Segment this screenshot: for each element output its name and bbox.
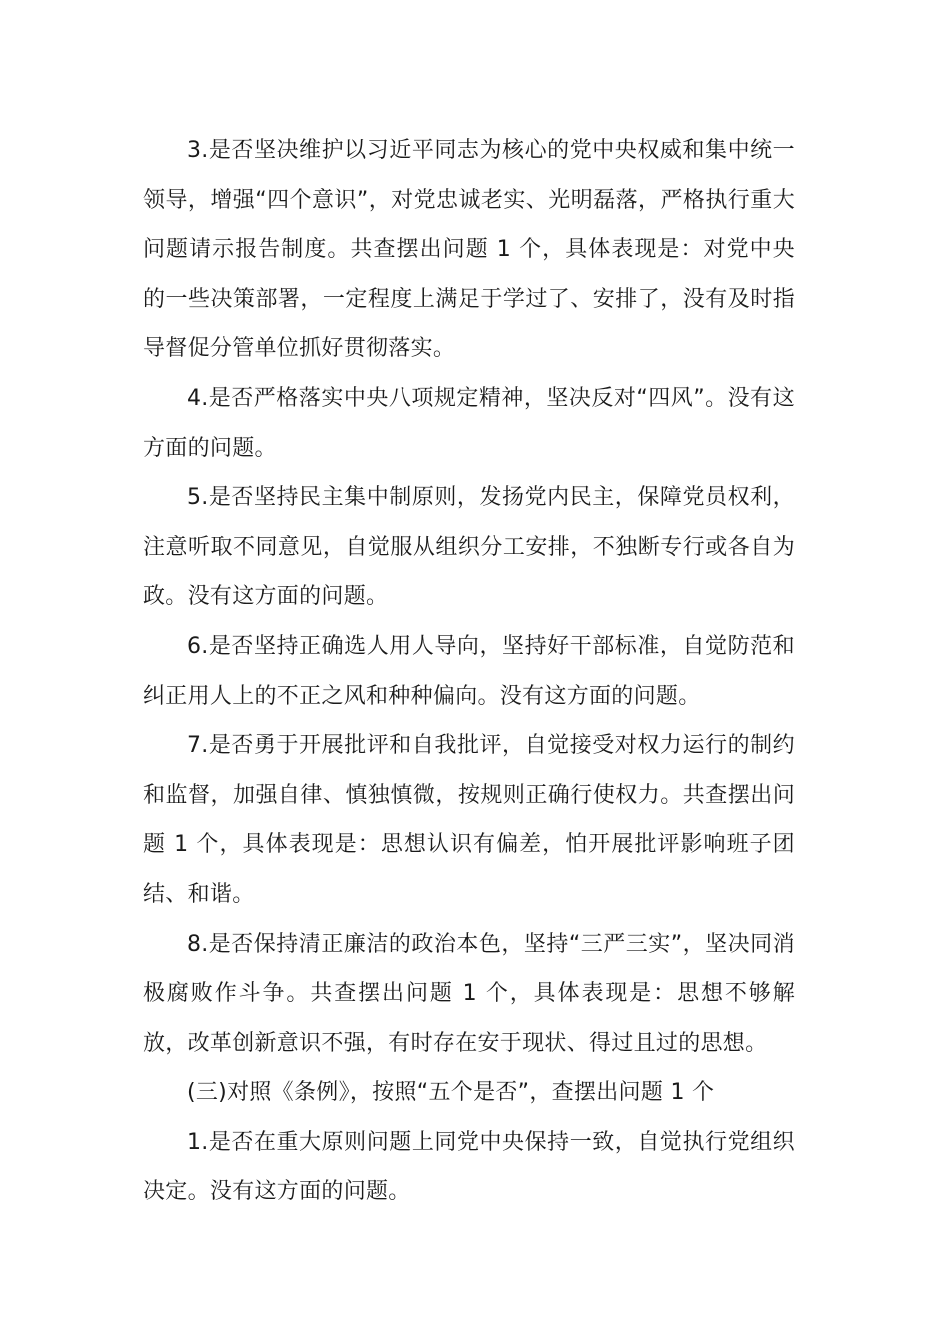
paragraph-item-6: 6.是否坚持正确选人用人导向，坚持好干部标准，自觉防范和纠正用人上的不正之风和种种偏向。没有这方面的问题。 <box>143 633 795 709</box>
paragraph-item-7: 7.是否勇于开展批评和自我批评，自觉接受对权力运行的制约和监督，加强自律、慎独慎微，按规则正确行使权力。共查摆出问题 1 个，具体表现是：思想认识有偏差，怕开展批评影响班子团结、和谐。 <box>143 733 795 907</box>
paragraph-item-5: 5.是否坚持民主集中制原则，发扬党内民主，保障党员权利，注意听取不同意见，自觉服从组织分工安排，不独断专行或各自为政。没有这方面的问题。 <box>143 485 795 610</box>
section-heading-3: (三)对照《条例》，按照“五个是否”，查摆出问题 1 个 <box>187 1080 715 1106</box>
paragraph-item-8: 8.是否保持清正廉洁的政治本色，坚持“三严三实”，坚决同消极腐败作斗争。共查摆出问题 1 个，具体表现是：思想不够解放，改革创新意识不强，有时存在安于现状、得过且过的思想。 <box>143 931 795 1056</box>
document-body <box>143 126 795 1217</box>
paragraph-item-3: 3.是否坚决维护以习近平同志为核心的党中央权威和集中统一领导，增强“四个意识”，对党忠诚老实、光明磊落，严格执行重大问题请示报告制度。共查摆出问题 1 个，具体表现是：对党中央的一些决策部署，一定程度上满足于学过了、安排了，没有及时指导督促分管单位抓好贯彻落实。 <box>143 138 795 362</box>
paragraph-item-4: 4.是否严格落实中央八项规定精神，坚决反对“四风”。没有这方面的问题。 <box>143 385 795 461</box>
paragraph-item-1: 1.是否在重大原则问题上同党中央保持一致，自觉执行党组织决定。没有这方面的问题。 <box>143 1129 795 1205</box>
